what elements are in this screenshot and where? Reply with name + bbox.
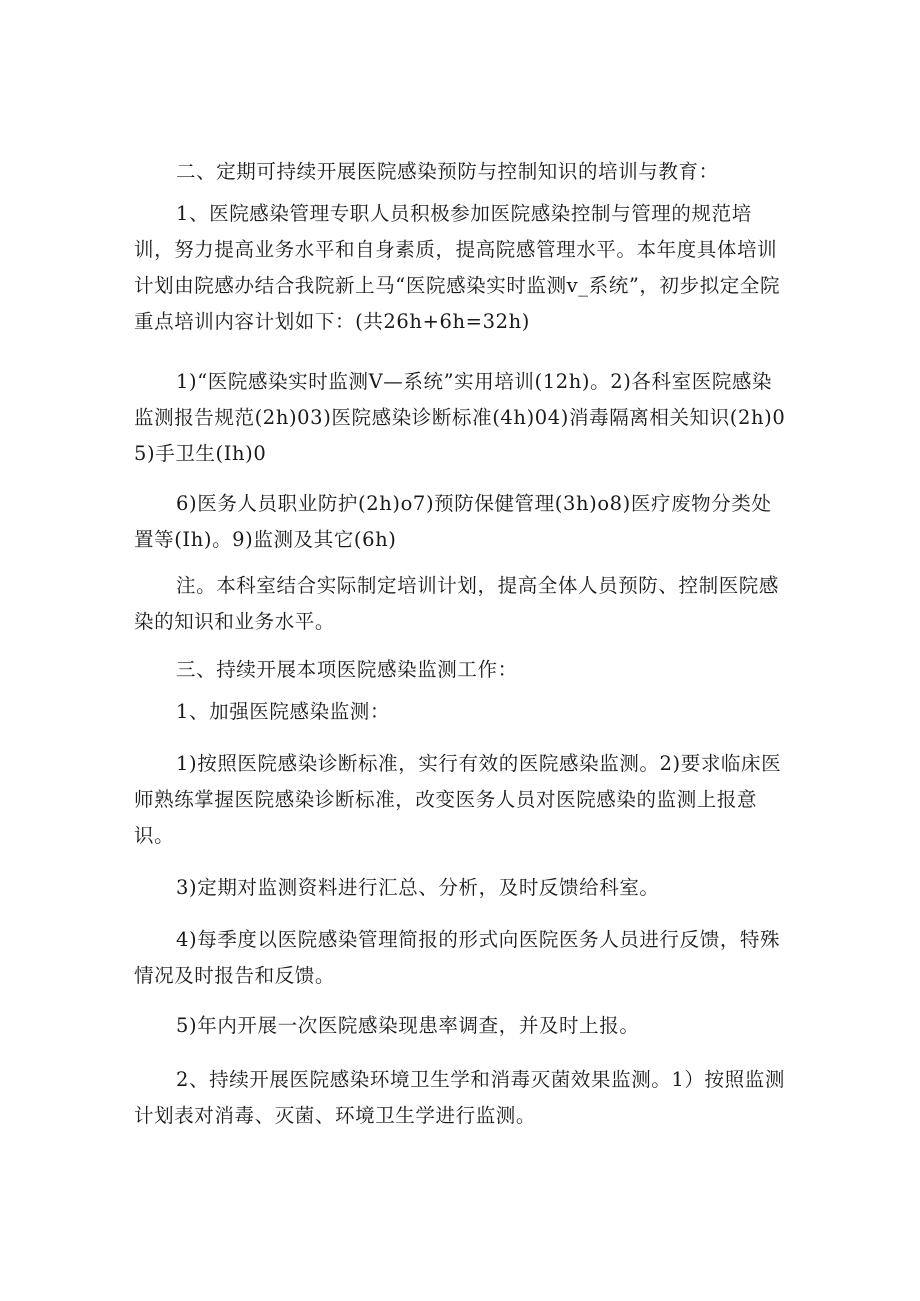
paragraph-training-plan: 1、医院感染管理专职人员积极参加医院感染控制与管理的规范培训，努力提高业务水平和自身素质，提高院感管理水平。本年度具体培训计划由院感办结合我院新上马“医院感染实时监测v_系统”，初步拟定全院重点培训内容计划如下：(共26h+6h=32h): [134, 202, 781, 333]
paragraph-monitoring-item-4: 4)每季度以医院感染管理简报的形式向医院医务人员进行反馈，特殊情况及时报告和反馈。: [134, 928, 781, 987]
paragraph-monitoring-heading: 1、加强医院感染监测：: [176, 700, 391, 723]
paragraph-training-items-2: 6)医务人员职业防护(2h)o7)预防保健管理(3h)o8)医疗废物分类处置等(Ih)。9)监测及其它(6h): [134, 492, 772, 551]
paragraph-training-items-1: 1)“医院感染实时监测V—系统”实用培训(12h)。2)各科室医院感染监测报告规范(2h)03)医院感染诊断标准(4h)04)消毒隔离相关知识(2h)05)手卫生(Ih)0: [134, 370, 786, 465]
paragraph-section-three-heading: 三、持续开展本项医院感染监测工作：: [176, 658, 518, 681]
paragraph-environment-monitoring: 2、持续开展医院感染环境卫生学和消毒灭菌效果监测。1）按照监测计划表对消毒、灭菌、环境卫生学进行监测。: [134, 1068, 785, 1127]
paragraph-monitoring-item-3: 3)定期对监测资料进行汇总、分析，及时反馈给科室。: [176, 876, 660, 899]
paragraph-note: 注。本科室结合实际制定培训计划，提高全体人员预防、控制医院感染的知识和业务水平。: [134, 574, 780, 633]
paragraph-monitoring-items: 1)按照医院感染诊断标准，实行有效的医院感染监测。2)要求临床医师熟练掌握医院感染诊断标准，改变医务人员对医院感染的监测上报意识。: [134, 752, 782, 847]
paragraph-monitoring-item-5: 5)年内开展一次医院感染现患率调查，并及时上报。: [176, 1014, 640, 1037]
paragraph-section-two-heading: 二、定期可持续开展医院感染预防与控制知识的培训与教育：: [176, 160, 719, 183]
